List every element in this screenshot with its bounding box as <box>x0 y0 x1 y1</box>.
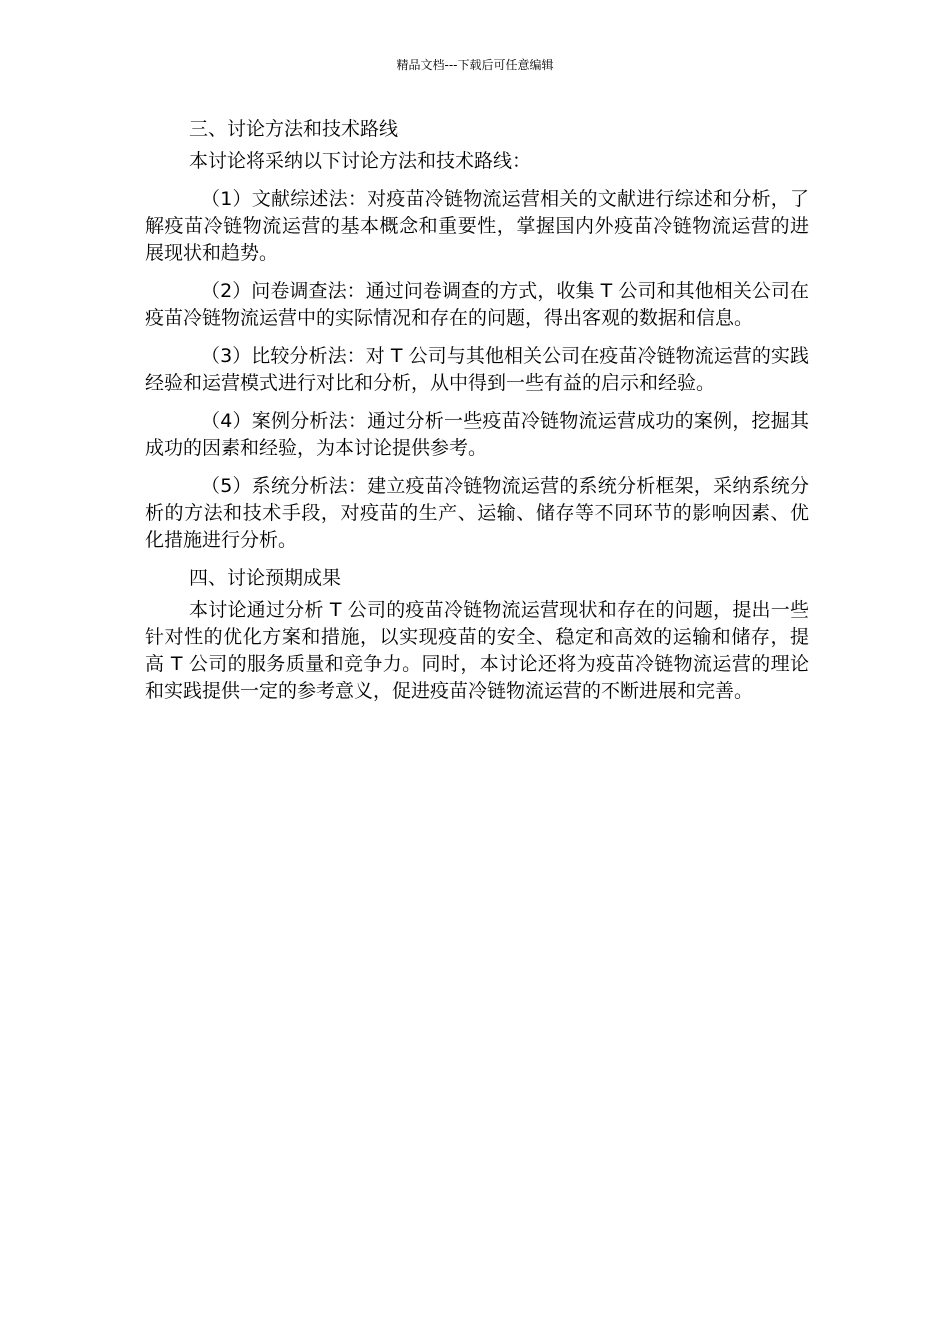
section-heading-methods: 三、讨论方法和技术路线 <box>189 118 399 140</box>
method-questionnaire: （2）问卷调查法：通过问卷调查的方式，收集 T 公司和其他相关公司在疫苗冷链物流运营中的实际情况和存在的问题，得出客观的数据和信息。 <box>145 280 809 329</box>
page-header: 精品文档---下载后可任意编辑 <box>396 58 554 72</box>
intro-paragraph: 本讨论将采纳以下讨论方法和技术路线： <box>189 150 532 172</box>
expected-results-paragraph: 本讨论通过分析 T 公司的疫苗冷链物流运营现状和存在的问题，提出一些针对性的优化方案和措施，以实现疫苗的安全、稳定和高效的运输和储存，提高 T 公司的服务质量和竞争力。同时，本讨论还将为疫苗冷链物流运营的理论和实践提供一定的参考意义，促进疫苗冷链物流运营的不断进展和完善。 <box>145 599 809 702</box>
document-body <box>145 116 809 716</box>
method-comparative-analysis: （3）比较分析法：对 T 公司与其他相关公司在疫苗冷链物流运营的实践经验和运营模式进行对比和分析，从中得到一些有益的启示和经验。 <box>145 345 809 394</box>
method-literature-review: （1）文献综述法：对疫苗冷链物流运营相关的文献进行综述和分析，了解疫苗冷链物流运营的基本概念和重要性，掌握国内外疫苗冷链物流运营的进展现状和趋势。 <box>145 188 809 264</box>
method-case-analysis: （4）案例分析法：通过分析一些疫苗冷链物流运营成功的案例，挖掘其成功的因素和经验，为本讨论提供参考。 <box>145 410 809 459</box>
method-system-analysis: （5）系统分析法：建立疫苗冷链物流运营的系统分析框架，采纳系统分析的方法和技术手段，对疫苗的生产、运输、储存等不同环节的影响因素、优化措施进行分析。 <box>145 475 809 551</box>
section-heading-expected-results: 四、讨论预期成果 <box>189 567 342 589</box>
